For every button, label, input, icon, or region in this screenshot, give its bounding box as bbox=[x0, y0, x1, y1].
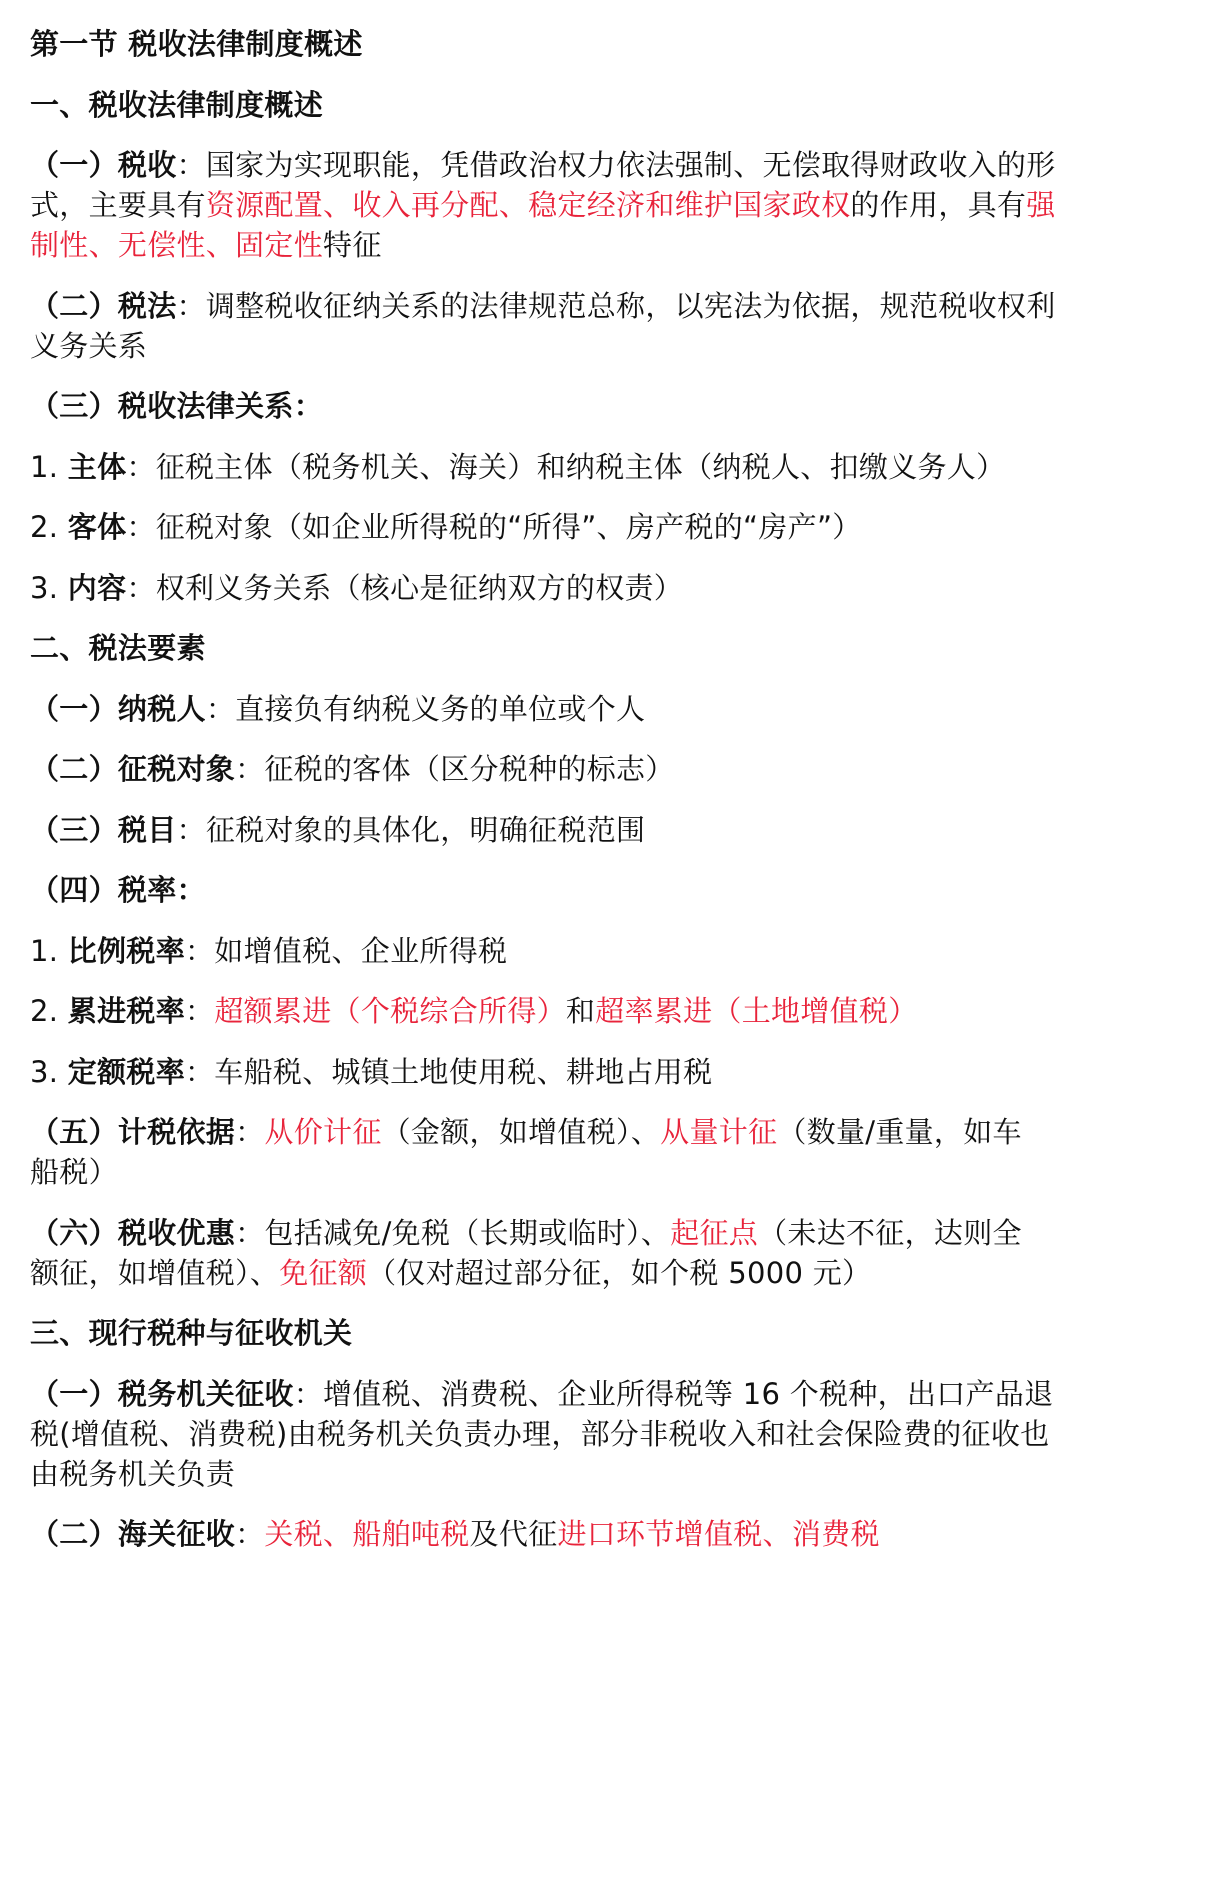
highlight-specific: 从量计征 bbox=[660, 1115, 778, 1149]
item-label: 内容 bbox=[67, 571, 127, 605]
rate-progressive bbox=[30, 987, 1195, 1036]
rate-label: 定额税率 bbox=[67, 1055, 185, 1089]
element-label: （五）计税依据 bbox=[30, 1115, 236, 1149]
rate-label: 累进税率 bbox=[67, 994, 185, 1028]
list-item-object bbox=[30, 503, 1195, 552]
rate-fixed bbox=[30, 1048, 1195, 1097]
element-label: （六）税收优惠 bbox=[30, 1216, 236, 1250]
conjunction: 及代征 bbox=[469, 1517, 558, 1551]
tax-text-2b: 的作用，具有 bbox=[850, 188, 1027, 222]
tax-law-label: （二）税法 bbox=[30, 289, 177, 323]
collection-label: （一）税务机关征收 bbox=[30, 1377, 294, 1411]
highlight-threshold: 起征点 bbox=[670, 1216, 759, 1250]
subheading-legal-relation: （三）税收法律关系： bbox=[30, 389, 324, 423]
element-label: （二）征税对象 bbox=[30, 752, 236, 786]
element-text: ：征税的客体（区分税种的标志） bbox=[235, 752, 675, 786]
item-number: 1. bbox=[30, 934, 68, 968]
element-text: （未达不征，达则全 bbox=[758, 1216, 1022, 1250]
element-text: ：直接负有纳税义务的单位或个人 bbox=[205, 692, 646, 726]
item-label: 主体 bbox=[67, 450, 127, 484]
element-taxpayer bbox=[30, 685, 1195, 734]
tax-label: （一）税收 bbox=[30, 148, 177, 182]
element-tax-incentive-line-2 bbox=[30, 1249, 1195, 1298]
element-text: 额征，如增值税）、 bbox=[30, 1256, 280, 1290]
colon: ： bbox=[176, 289, 206, 323]
item-number: 3. bbox=[30, 571, 68, 605]
paragraph-tax-law-line-2: 义务关系 bbox=[30, 329, 148, 363]
section-heading-2: 二、税法要素 bbox=[30, 631, 206, 665]
highlight-exemption: 免征额 bbox=[279, 1256, 368, 1290]
item-text: ：征税对象（如企业所得税的“所得”、房产税的“房产”） bbox=[126, 510, 862, 544]
element-text: ：包括减免/免税（长期或临时）、 bbox=[235, 1216, 671, 1250]
highlight-functions: 资源配置、收入再分配、稳定经济和维护国家政权 bbox=[205, 188, 851, 222]
paragraph-tax-line-3 bbox=[30, 221, 1195, 270]
highlight-customs-taxes: 关税、船舶吨税 bbox=[264, 1517, 470, 1551]
rate-proportional bbox=[30, 927, 1195, 976]
item-number: 3. bbox=[30, 1055, 68, 1089]
colon: ： bbox=[235, 1115, 265, 1149]
element-text: （金额，如增值税）、 bbox=[381, 1115, 661, 1149]
highlight-rate-progressive: 超率累进（土地增值税） bbox=[595, 994, 918, 1028]
list-item-subject bbox=[30, 443, 1195, 492]
highlight-characteristics: 制性、无偿性、固定性 bbox=[30, 228, 324, 262]
rate-text: ：车船税、城镇土地使用税、耕地占用税 bbox=[185, 1055, 713, 1089]
highlight-ad-valorem: 从价计征 bbox=[264, 1115, 382, 1149]
colon: ： bbox=[235, 1517, 265, 1551]
item-number: 2. bbox=[30, 994, 68, 1028]
element-label: （一）纳税人 bbox=[30, 692, 206, 726]
item-label: 客体 bbox=[67, 510, 127, 544]
colon: ： bbox=[176, 148, 206, 182]
highlight-characteristics-start: 强 bbox=[1026, 188, 1056, 222]
item-number: 1. bbox=[30, 450, 68, 484]
colon: ： bbox=[185, 994, 215, 1028]
section-heading-3: 三、现行税种与征收机关 bbox=[30, 1316, 353, 1350]
collection-tax-authority-line-3: 由税务机关负责 bbox=[30, 1457, 236, 1491]
tax-law-text-1: 调整税收征纳关系的法律规范总称，以宪法为依据，规范税收权利 bbox=[205, 289, 1056, 323]
section-heading-1: 一、税收法律制度概述 bbox=[30, 88, 324, 122]
subheading-tax-rate: （四）税率： bbox=[30, 873, 206, 907]
element-tax-basis-line-2: 船税） bbox=[30, 1155, 118, 1189]
collection-customs bbox=[30, 1510, 1195, 1559]
element-text: （仅对超过部分征，如个税 5000 元） bbox=[367, 1256, 872, 1290]
highlight-import-taxes: 进口环节增值税、消费税 bbox=[557, 1517, 880, 1551]
collection-text: ：增值税、消费税、企业所得税等 16 个税种，出口产品退 bbox=[293, 1377, 1054, 1411]
tax-text-1: 国家为实现职能，凭借政治权力依法强制、无偿取得财政收入的形 bbox=[205, 148, 1056, 182]
item-number: 2. bbox=[30, 510, 68, 544]
element-text: ：征税对象的具体化，明确征税范围 bbox=[176, 813, 646, 847]
conjunction: 和 bbox=[565, 994, 596, 1028]
item-text: ：权利义务关系（核心是征纳双方的权责） bbox=[126, 571, 684, 605]
element-text: （数量/重量，如车 bbox=[777, 1115, 1022, 1149]
element-label: （三）税目 bbox=[30, 813, 177, 847]
highlight-excess-progressive: 超额累进（个税综合所得） bbox=[214, 994, 566, 1028]
tax-text-3b: 特征 bbox=[323, 228, 382, 262]
element-tax-object bbox=[30, 745, 1195, 794]
list-item-content bbox=[30, 564, 1195, 613]
item-text: ：征税主体（税务机关、海关）和纳税主体（纳税人、扣缴义务人） bbox=[126, 450, 1006, 484]
page-title: 第一节 税收法律制度概述 bbox=[30, 27, 363, 61]
tax-text-2a: 式，主要具有 bbox=[30, 188, 206, 222]
collection-tax-authority-line-2: 税(增值税、消费税)由税务机关负责办理，部分非税收入和社会保险费的征收也 bbox=[30, 1417, 1050, 1451]
element-tax-item bbox=[30, 806, 1195, 855]
collection-label: （二）海关征收 bbox=[30, 1517, 236, 1551]
rate-text: ：如增值税、企业所得税 bbox=[185, 934, 508, 968]
rate-label: 比例税率 bbox=[67, 934, 185, 968]
